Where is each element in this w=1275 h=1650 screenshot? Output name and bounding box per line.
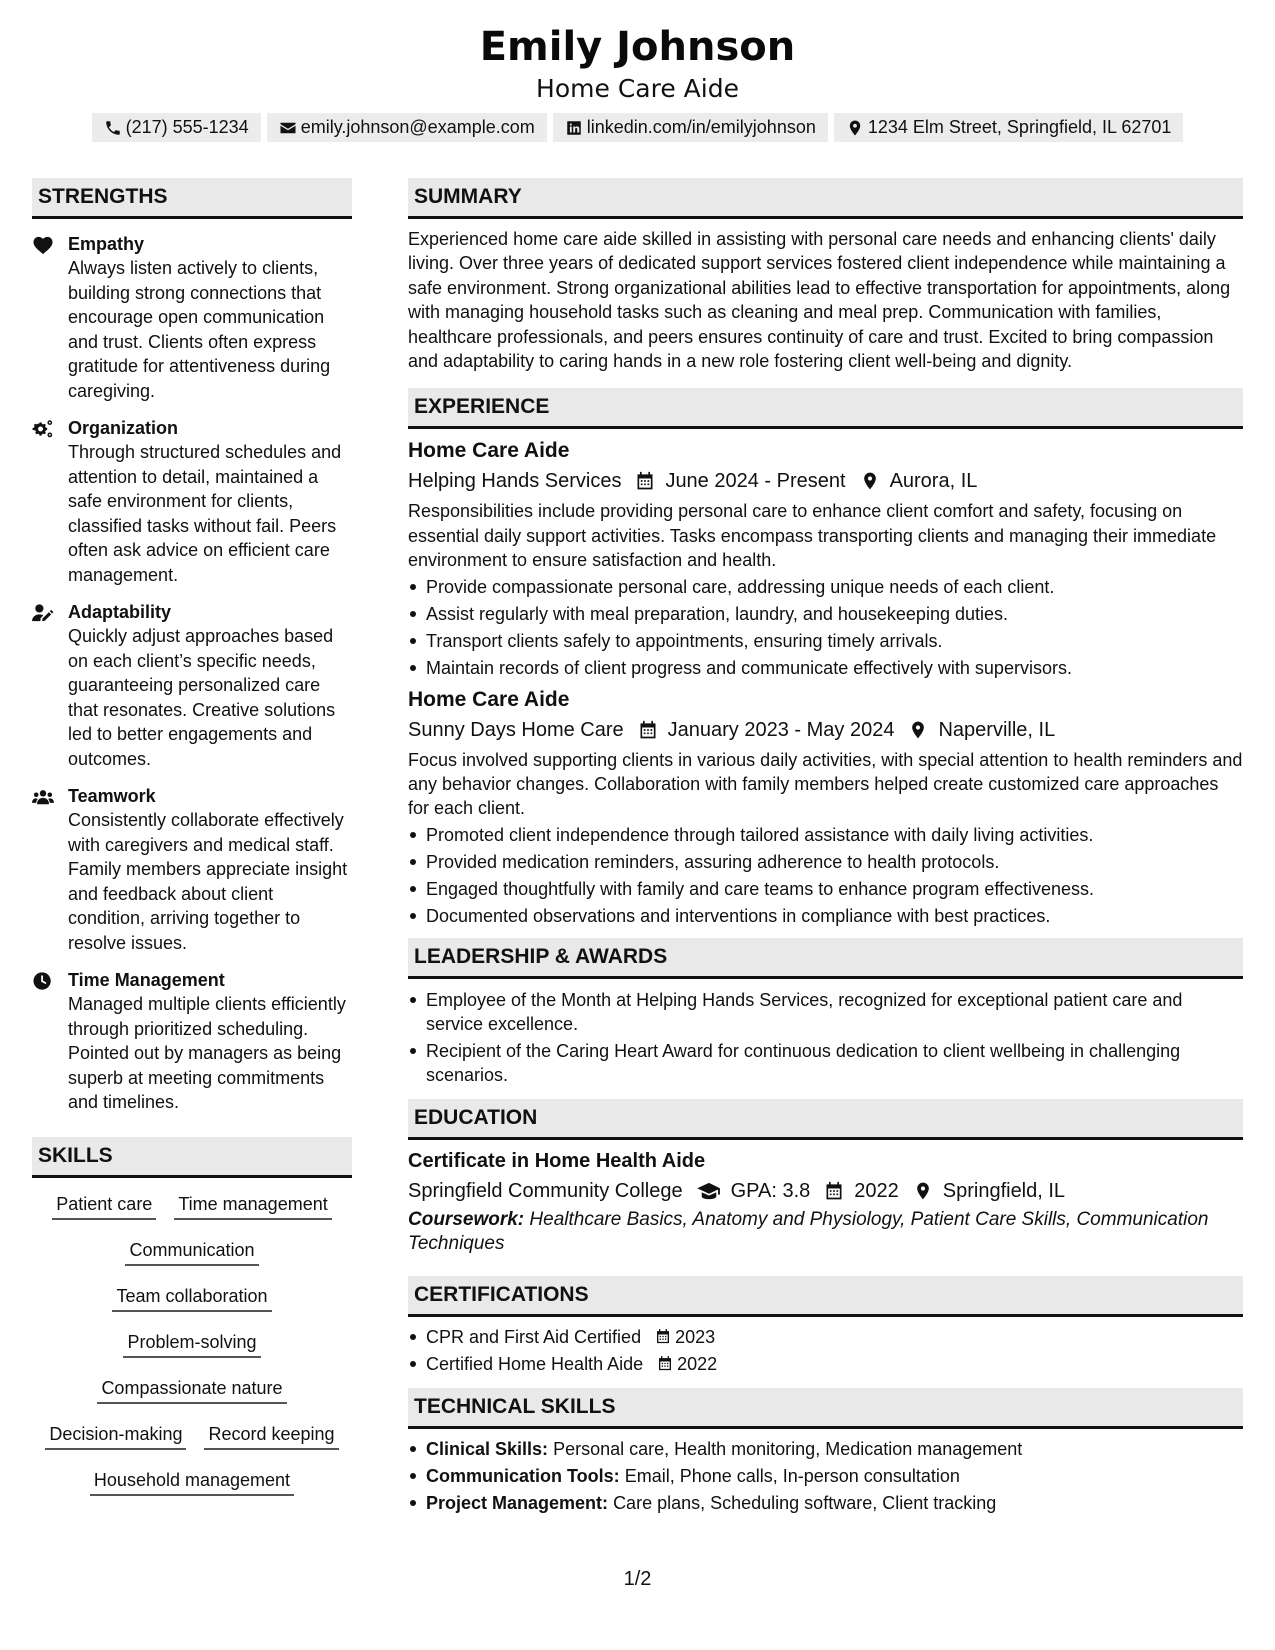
- map-pin-icon: [913, 1181, 933, 1201]
- job-bullets: [408, 575, 1243, 680]
- job-company: Helping Hands Services: [408, 470, 622, 493]
- calendar-icon: [655, 1328, 671, 1345]
- cert-year: 2022: [677, 1353, 718, 1374]
- calendar-icon: [824, 1181, 844, 1201]
- school-name: Springfield Community College: [408, 1179, 683, 1202]
- certifications-heading: CERTIFICATIONS: [408, 1276, 1243, 1317]
- skills-heading: SKILLS: [32, 1137, 352, 1178]
- strength-item: [32, 232, 352, 403]
- strength-text: Managed multiple clients efficiently through prioritized scheduling. Pointed out by managers as being superb at meeting commitments and timelines.: [68, 994, 346, 1112]
- skill-tag: Communication: [125, 1238, 258, 1266]
- right-column: [408, 178, 1243, 1518]
- job-dates: June 2024 - Present: [665, 470, 846, 493]
- graduation-cap-icon: [697, 1181, 721, 1201]
- contact-phone[interactable]: [92, 113, 261, 142]
- job-bullets: [408, 823, 1243, 928]
- linkedin-text: linkedin.com/in/emilyjohnson: [586, 117, 816, 137]
- tech-label: Project Management:: [426, 1492, 609, 1513]
- map-pin-icon: [860, 471, 880, 491]
- strength-text: Consistently collaborate effectively with caregivers and medical staff. Family members appreciate insight and feedback about client condition, arriving together to resolve issues.: [68, 810, 348, 953]
- list-item: Assist regularly with meal preparation, laundry, and housekeeping duties.: [408, 602, 1243, 626]
- email-text: emily.johnson@example.com: [300, 117, 535, 137]
- strength-item: [32, 784, 352, 955]
- degree-title: Certificate in Home Health Aide: [408, 1149, 706, 1172]
- calendar-icon: [657, 1355, 673, 1372]
- skill-tag: Problem-solving: [123, 1330, 260, 1358]
- skill-tag: Decision-making: [45, 1422, 186, 1450]
- tech-value: Personal care, Health monitoring, Medication management: [553, 1438, 1023, 1459]
- job-company: Sunny Days Home Care: [408, 718, 624, 741]
- job-entry: [408, 437, 1243, 679]
- map-pin-icon: [908, 720, 928, 740]
- job-meta: [408, 466, 1243, 496]
- page-number: 1/2: [623, 1568, 652, 1590]
- list-item: Provided medication reminders, assuring adherence to health protocols.: [408, 850, 1243, 874]
- clock-icon: [32, 971, 54, 991]
- list-item: Engaged thoughtfully with family and care teams to enhance program effectiveness.: [408, 877, 1243, 901]
- linkedin-icon: [565, 119, 583, 137]
- summary-heading: SUMMARY: [408, 178, 1243, 219]
- heart-icon: [32, 235, 54, 255]
- tech-label: Communication Tools:: [426, 1465, 620, 1486]
- calendar-icon: [635, 471, 655, 491]
- coursework-text: Healthcare Basics, Anatomy and Physiology, Patient Care Skills, Communication Techniques: [408, 1208, 1209, 1254]
- job-meta: [408, 715, 1243, 745]
- job-title: Home Care Aide: [408, 439, 570, 463]
- list-item: Documented observations and interventions in compliance with best practices.: [408, 904, 1243, 928]
- technical-skills-list: [408, 1437, 1243, 1515]
- job-location: Aurora, IL: [889, 470, 978, 493]
- list-item: Transport clients safely to appointments, ensuring timely arrivals.: [408, 629, 1243, 653]
- contact-address: [834, 113, 1184, 142]
- strength-title: Teamwork: [68, 786, 156, 806]
- education-meta: [408, 1176, 1243, 1206]
- strengths-heading: STRENGTHS: [32, 178, 352, 219]
- cert-year: 2023: [675, 1326, 716, 1347]
- strength-item: [32, 600, 352, 771]
- gpa: GPA: 3.8: [730, 1179, 811, 1202]
- summary-text: Experienced home care aide skilled in assisting with personal care needs and enhancing clients' daily living. Over three years of dedicated support services fostered client independence while maintaining a safe environment. Strong organizational abilities lead to effective transportation for appointments, along with managing household tasks such as cleaning and meal prep. Communication with families, healthcare professionals, and peers ensures continuity of care and trust. Excited to bring compassion and adaptability to caring hands in a new role fostering client well-being and dignity.: [408, 229, 1231, 372]
- tech-value: Email, Phone calls, In-person consultation: [624, 1465, 960, 1486]
- contact-linkedin[interactable]: [553, 113, 828, 142]
- strength-title: Empathy: [68, 234, 145, 254]
- list-item: [408, 1325, 1243, 1349]
- strength-item: [32, 968, 352, 1115]
- list-item: [408, 1352, 1243, 1376]
- job-entry: [408, 686, 1243, 928]
- coursework: [408, 1208, 1243, 1256]
- strength-title: Time Management: [68, 970, 225, 990]
- list-item: Employee of the Month at Helping Hands Services, recognized for exceptional patient care and service excellence.: [408, 988, 1243, 1036]
- cert-row: [426, 1352, 1243, 1376]
- school-location: Springfield, IL: [942, 1179, 1066, 1202]
- certifications-list: [408, 1325, 1243, 1376]
- tech-value: Care plans, Scheduling software, Client tracking: [613, 1492, 997, 1513]
- strength-title: Adaptability: [68, 602, 172, 622]
- job-location: Naperville, IL: [938, 718, 1056, 741]
- skill-tag: Time management: [174, 1192, 331, 1220]
- list-item: [408, 1491, 1243, 1515]
- strength-text: Through structured schedules and attention to detail, maintained a safe environment for clients, classified tasks without fail. Peers often ask advice on efficient care management.: [68, 442, 342, 585]
- strength-text: Always listen actively to clients, building strong connections that encourage open communication and trust. Clients often express gratitude for attentiveness during caregiving.: [68, 258, 331, 401]
- coursework-label: Coursework:: [408, 1208, 525, 1230]
- skill-tag: Record keeping: [204, 1422, 338, 1450]
- list-item: [408, 1437, 1243, 1461]
- job-description: Responsibilities include providing personal care to enhance client comfort and safety, focusing on essential daily support activities. Tasks encompass transporting clients and managing their immediate environment to ensure satisfaction and health.: [408, 501, 1217, 571]
- cert-name: Certified Home Health Aide: [426, 1353, 644, 1374]
- list-item: [408, 1464, 1243, 1488]
- skill-tag: Household management: [90, 1468, 294, 1496]
- job-dates: January 2023 - May 2024: [667, 718, 895, 741]
- strength-item: [32, 416, 352, 587]
- gears-icon: [32, 419, 54, 439]
- skills-list: [32, 1192, 352, 1496]
- skill-tag: Compassionate nature: [97, 1376, 286, 1404]
- user-edit-icon: [32, 603, 54, 623]
- phone-text: (217) 555-1234: [125, 117, 249, 137]
- resume-header: [0, 22, 1275, 106]
- leadership-list: [408, 988, 1243, 1087]
- map-pin-icon: [846, 119, 864, 137]
- contact-bar: [0, 113, 1275, 142]
- list-item: Promoted client independence through tailored assistance with daily living activities.: [408, 823, 1243, 847]
- calendar-icon: [638, 720, 658, 740]
- left-column: [32, 178, 352, 1496]
- address-text: 1234 Elm Street, Springfield, IL 62701: [867, 117, 1172, 137]
- phone-icon: [104, 119, 122, 137]
- cert-row: [426, 1325, 1243, 1349]
- cert-name: CPR and First Aid Certified: [426, 1326, 642, 1347]
- users-icon: [32, 787, 54, 807]
- skill-tag: Patient care: [52, 1192, 156, 1220]
- list-item: Maintain records of client progress and communicate effectively with supervisors.: [408, 656, 1243, 680]
- contact-email[interactable]: [267, 113, 547, 142]
- leadership-heading: LEADERSHIP & AWARDS: [408, 938, 1243, 979]
- strength-title: Organization: [68, 418, 179, 438]
- education-heading: EDUCATION: [408, 1099, 1243, 1140]
- candidate-name: Emily Johnson: [479, 24, 796, 70]
- envelope-icon: [279, 119, 297, 137]
- experience-heading: EXPERIENCE: [408, 388, 1243, 429]
- strength-text: Quickly adjust approaches based on each client’s specific needs, guaranteeing personalized care that resonates. Creative solutions led to better engagements and outcomes.: [68, 626, 336, 769]
- tech-label: Clinical Skills:: [426, 1438, 549, 1459]
- technical-skills-heading: TECHNICAL SKILLS: [408, 1388, 1243, 1429]
- candidate-title: Home Care Aide: [536, 74, 739, 103]
- skill-tag: Team collaboration: [112, 1284, 271, 1312]
- job-title: Home Care Aide: [408, 687, 570, 711]
- list-item: Provide compassionate personal care, addressing unique needs of each client.: [408, 575, 1243, 599]
- graduation-year: 2022: [854, 1179, 899, 1202]
- list-item: Recipient of the Caring Heart Award for continuous dedication to client wellbeing in challenging scenarios.: [408, 1039, 1243, 1087]
- job-description: Focus involved supporting clients in various daily activities, with special attention to health reminders and any behavior changes. Collaboration with family members helped create customized care approaches for each client.: [408, 749, 1243, 819]
